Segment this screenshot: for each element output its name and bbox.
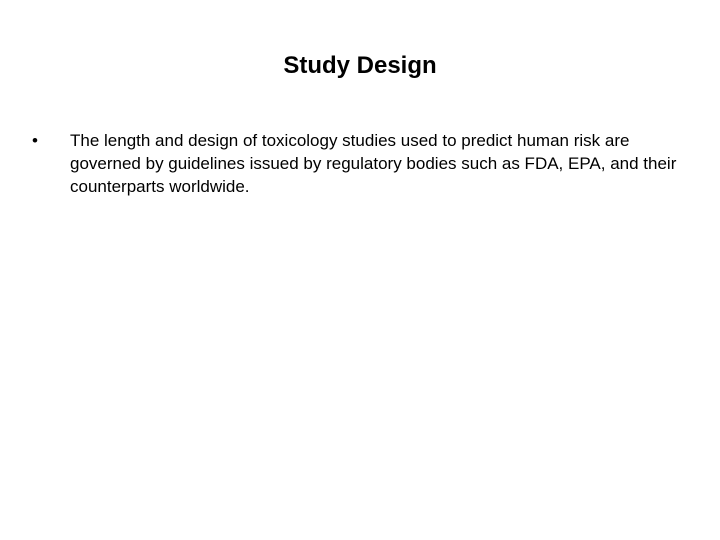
slide-title: Study Design	[283, 52, 437, 79]
bullet-marker: •	[32, 131, 38, 150]
bullet-list	[32, 129, 692, 198]
bullet-text: The length and design of toxicology studies used to predict human risk are governed by guidelines issued by regulatory bodies such as FDA, EPA, and their counterparts worldwide.	[70, 131, 677, 196]
bullet-item	[32, 129, 692, 198]
